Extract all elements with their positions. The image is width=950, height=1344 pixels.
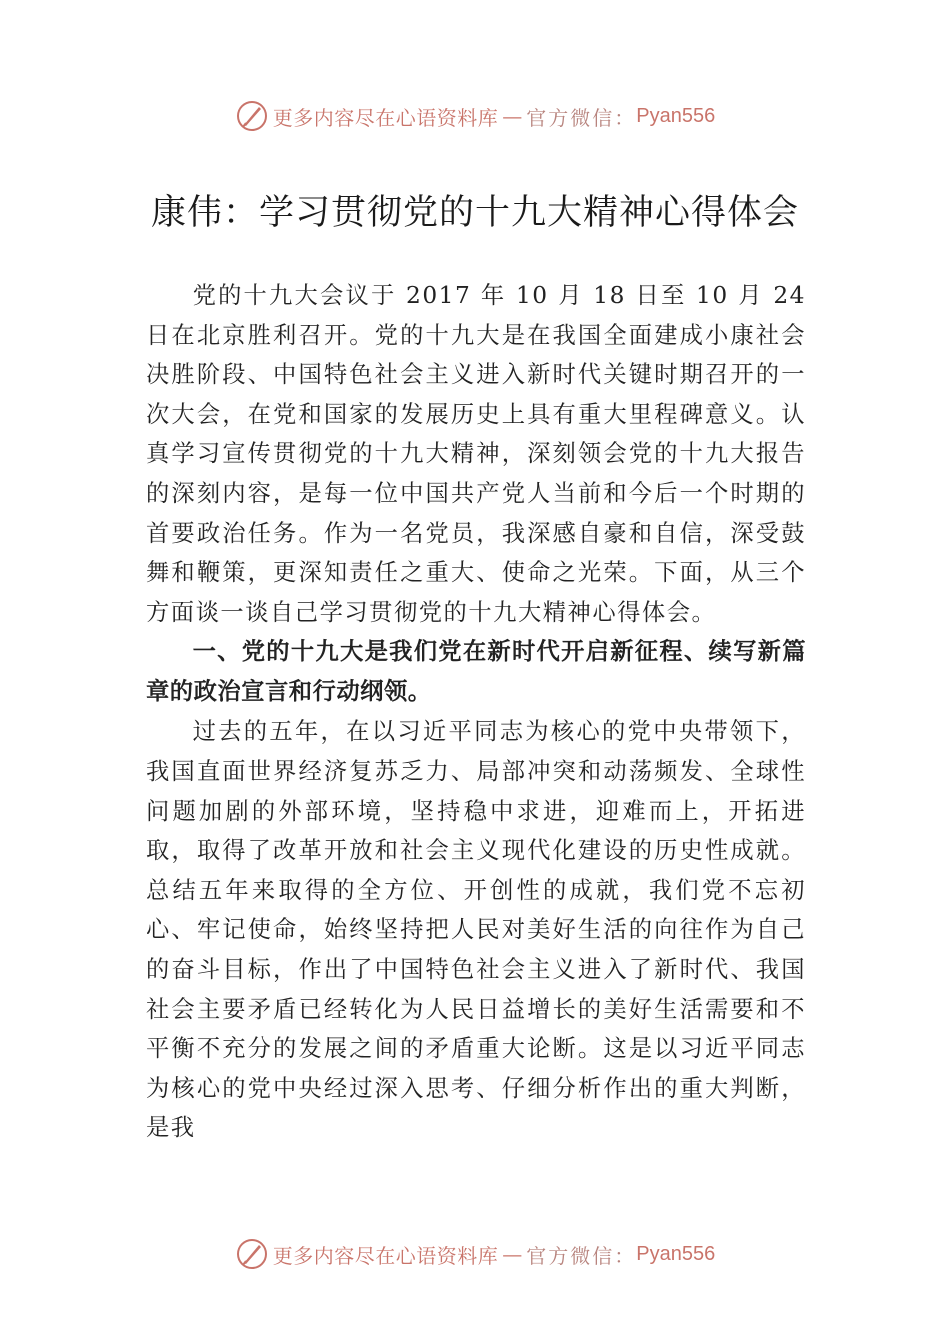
watermark-sub-text: 官方微信： — [526, 1243, 637, 1268]
document-title: 康伟：学习贯彻党的十九大精神心得体会 — [150, 193, 799, 233]
quill-pen-logo-icon — [235, 99, 269, 133]
watermark-main-text: 更多内容尽在心语资料库 — [272, 105, 499, 130]
footer-watermark — [0, 1234, 950, 1274]
quill-pen-logo-icon — [235, 1237, 269, 1271]
document-body — [146, 276, 806, 1148]
watermark-dash: — — [502, 1242, 523, 1266]
paragraph-section-1: 过去的五年，在以习近平同志为核心的党中央带领下，我国直面世界经济复苏乏力、局部冲突和动荡频发、全球性问题加剧的外部环境，坚持稳中求进，迎难而上，开拓进取，取得了改革开放和社会主义现代化建设的历史性成就。总结五年来取得的全方位、开创性的成就，我们党不忘初心、牢记使命，始终坚持把人民对美好生活的向往作为自己的奋斗目标，作出了中国特色社会主义进入了新时代、我国社会主要矛盾已经转化为人民日益增长的美好生活需要和不平衡不充分的发展之间的矛盾重大论断。这是以习近平同志为核心的党中央经过深入思考、仔细分析作出的重大判断，是我 — [146, 718, 806, 1142]
watermark-id: Pyan556 — [636, 104, 716, 127]
section-heading-1: 一、党的十九大是我们党在新时代开启新征程、续写新篇章的政治宣言和行动纲领。 — [146, 638, 806, 706]
watermark-sub-text: 官方微信： — [526, 105, 637, 130]
watermark-id: Pyan556 — [636, 1242, 716, 1265]
watermark-main-text: 更多内容尽在心语资料库 — [272, 1243, 499, 1268]
paragraph-intro: 党的十九大会议于 2017 年 10 月 18 日至 10 月 24 日在北京胜利召开。党的十九大是在我国全面建成小康社会决胜阶段、中国特色社会主义进入新时代关键时期召开的一次大会，在党和国家的发展历史上具有重大里程碑意义。认真学习宣传贯彻党的十九大精神，深刻领会党的十九大报告的深刻内容，是每一位中国共产党人当前和今后一个时期的首要政治任务。作为一名党员，我深感自豪和自信，深受鼓舞和鞭策，更深知责任之重大、使命之光荣。下面，从三个方面谈一谈自己学习贯彻党的十九大精神心得体会。 — [146, 282, 806, 626]
header-watermark — [0, 96, 950, 136]
watermark-dash: — — [502, 104, 523, 128]
